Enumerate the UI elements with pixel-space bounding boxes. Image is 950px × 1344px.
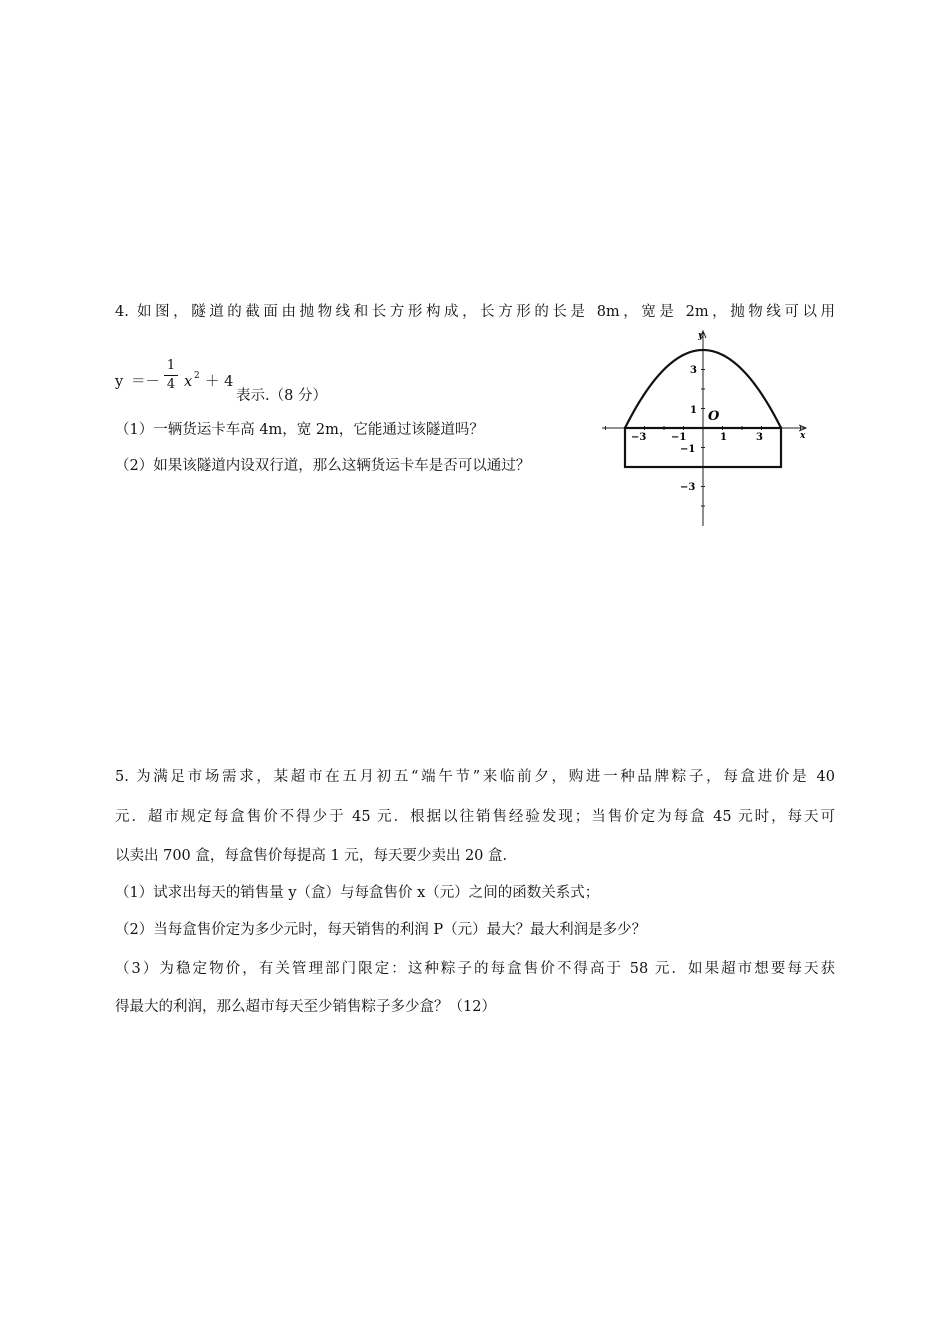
q4-sub2: （2）如果该隧道内设双行道，那么这辆货运卡车是否可以通过？ xyxy=(115,458,531,474)
y-tick-label-3: 3 xyxy=(690,365,697,376)
formula-plus: ＋ 4 xyxy=(205,374,234,390)
fraction-denominator: 4 xyxy=(166,377,176,392)
y-tick-label-neg1: −1 xyxy=(680,444,696,455)
q4-sub1: （1）一辆货运卡车高 4m，宽 2m，它能通过该隧道吗？ xyxy=(115,422,484,438)
q4-stem-line1: 4. 如图，隧道的截面由抛物线和长方形构成，长方形的长是 8m，宽是 2m，抛物线可以用 xyxy=(115,304,835,320)
x-tick-label-neg1: −1 xyxy=(671,432,687,443)
formula-suffix: 表示.（8 分） xyxy=(236,388,327,404)
x-tick-label-3: 3 xyxy=(756,432,763,443)
y-axis-label: y xyxy=(698,331,704,341)
formula-eq: ＝－ xyxy=(131,374,160,390)
fraction-numerator: 1 xyxy=(166,358,176,373)
q5-stem-line2: 元．超市规定每盒售价不得少于 45 元．根据以往销售经验发现；当售价定为每盒 45 元时，每天可 xyxy=(115,809,835,825)
q5-sub1: （1）试求出每天的销售量 y（盒）与每盒售价 x（元）之间的函数关系式； xyxy=(115,885,600,901)
origin-label: O xyxy=(708,409,720,424)
formula-y: y xyxy=(115,374,124,390)
formula-x: x xyxy=(184,374,193,390)
fraction-bar xyxy=(164,375,178,376)
y-tick-label-neg3: −3 xyxy=(680,482,696,493)
tunnel-figure xyxy=(600,328,820,528)
q5-stem-line3: 以卖出 700 盒，每盒售价每提高 1 元，每天要少卖出 20 盒. xyxy=(115,848,508,864)
q5-sub3-line2: 得最大的利润，那么超市每天至少销售粽子多少盒？（12） xyxy=(115,999,496,1015)
q5-sub2: （2）当每盒售价定为多少元时，每天销售的利润 P（元）最大？最大利润是多少？ xyxy=(115,922,647,938)
q5-sub3-line1: （3）为稳定物价，有关管理部门限定：这种粽子的每盒售价不得高于 58 元．如果超市想要每天获 xyxy=(115,961,835,977)
formula-exponent: 2 xyxy=(194,371,200,381)
x-tick-label-neg3: −3 xyxy=(631,432,647,443)
q5-stem-line1: 5. 为满足市场需求，某超市在五月初五“端午节”来临前夕，购进一种品牌粽子，每盒进价是 40 xyxy=(115,769,835,785)
x-axis-label: x xyxy=(800,431,806,441)
formula-fraction xyxy=(164,358,178,393)
y-tick-label-1: 1 xyxy=(690,405,697,416)
x-tick-label-1: 1 xyxy=(720,432,727,443)
